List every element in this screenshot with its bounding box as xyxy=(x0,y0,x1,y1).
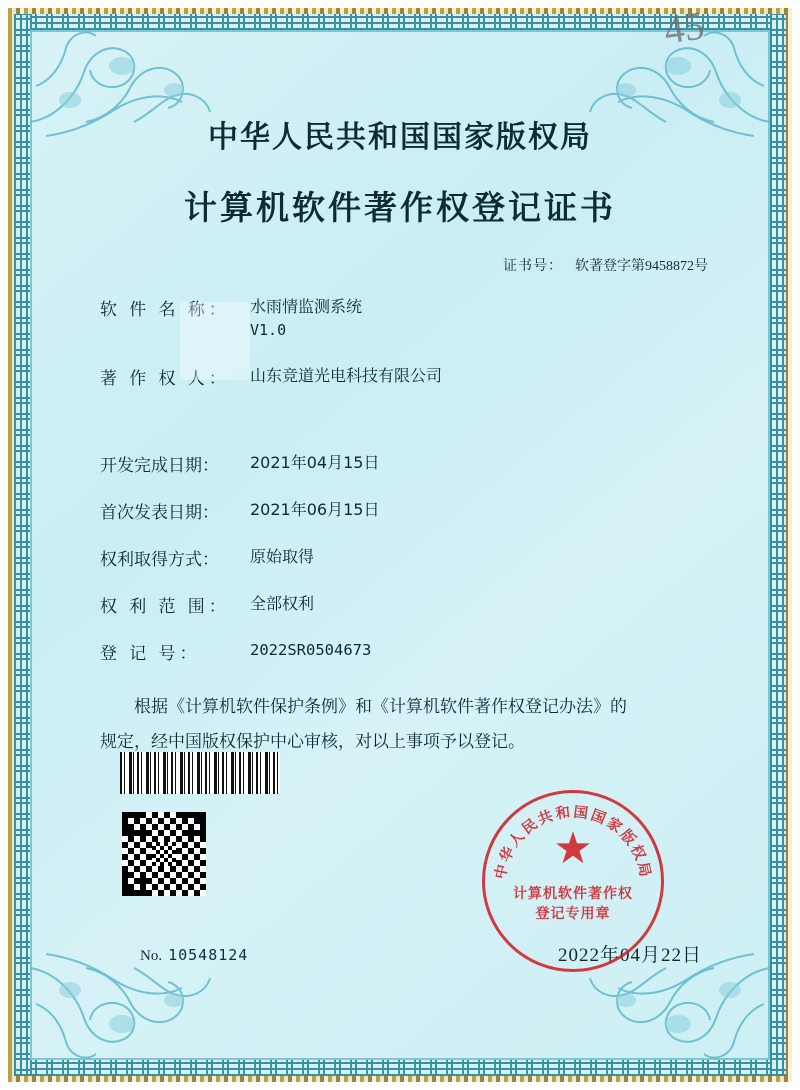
seal-body-text xyxy=(485,885,661,926)
field-development-date xyxy=(100,451,720,476)
field-value: 2021年06月15日 xyxy=(250,499,380,519)
certificate-number-value: 软著登字第9458872号 xyxy=(575,259,708,274)
serial-number xyxy=(140,946,248,965)
field-label: 开发完成日期： xyxy=(100,455,219,475)
serial-label: No. xyxy=(140,948,163,964)
star-icon: ★ xyxy=(553,824,593,873)
greek-key-border-left xyxy=(14,14,30,1076)
seal-line-2: 登记专用章 xyxy=(535,907,611,923)
field-value: 山东竞道光电科技有限公司 xyxy=(250,365,443,385)
field-value: 2022SR0504673 xyxy=(250,640,372,659)
qr-code xyxy=(122,812,206,896)
statement-line-1: 根据《计算机软件保护条例》和《计算机软件著作权登记办法》的 xyxy=(134,696,627,716)
qr-code-center xyxy=(152,842,176,866)
field-label: 登 记 号： xyxy=(100,643,201,663)
software-version-value: V1.0 xyxy=(250,321,287,340)
field-list xyxy=(40,295,760,664)
page-title: 计算机软件著作权登记证书 xyxy=(184,188,616,227)
issue-date: 2022年04月22日 xyxy=(557,945,702,966)
field-registration-number xyxy=(100,639,720,664)
field-acquisition-method xyxy=(100,545,720,570)
field-rights-scope xyxy=(100,592,720,617)
issuer-title: 中华人民共和国国家版权局 xyxy=(208,120,592,155)
seal-arc-text xyxy=(485,793,661,969)
seal-line-1: 计算机软件著作权 xyxy=(513,887,633,902)
field-label: 软 件 名 称： xyxy=(100,300,230,319)
field-first-publication-date xyxy=(100,498,720,523)
field-value: 全部权利 xyxy=(250,593,315,613)
seal-arc-label: 中华人民共和国国家版权局 xyxy=(491,803,655,881)
paper-watermark xyxy=(180,302,250,380)
field-label: 权利取得方式： xyxy=(100,549,219,569)
statement-line-2: 规定，经中国版权保护中心审核，对以上事项予以登记。 xyxy=(100,731,525,751)
software-name-value: 水雨情监测系统 xyxy=(250,297,363,316)
certificate-number-label: 证书号： xyxy=(503,259,563,274)
handwritten-mark: 45 xyxy=(661,2,707,53)
legal-statement xyxy=(40,690,760,760)
field-value: 2021年04月15日 xyxy=(250,452,380,472)
official-seal xyxy=(482,790,664,972)
section-spacer xyxy=(100,411,720,451)
greek-key-border-right xyxy=(770,14,786,1076)
field-label: 首次发表日期： xyxy=(100,502,219,522)
barcode xyxy=(120,752,280,794)
field-label: 著 作 权 人： xyxy=(100,368,230,388)
certificate-number xyxy=(40,255,760,275)
field-label: 权 利 范 围： xyxy=(100,596,230,616)
field-value: 原始取得 xyxy=(250,546,315,566)
serial-value: 10548124 xyxy=(168,946,249,964)
field-value xyxy=(250,295,720,342)
